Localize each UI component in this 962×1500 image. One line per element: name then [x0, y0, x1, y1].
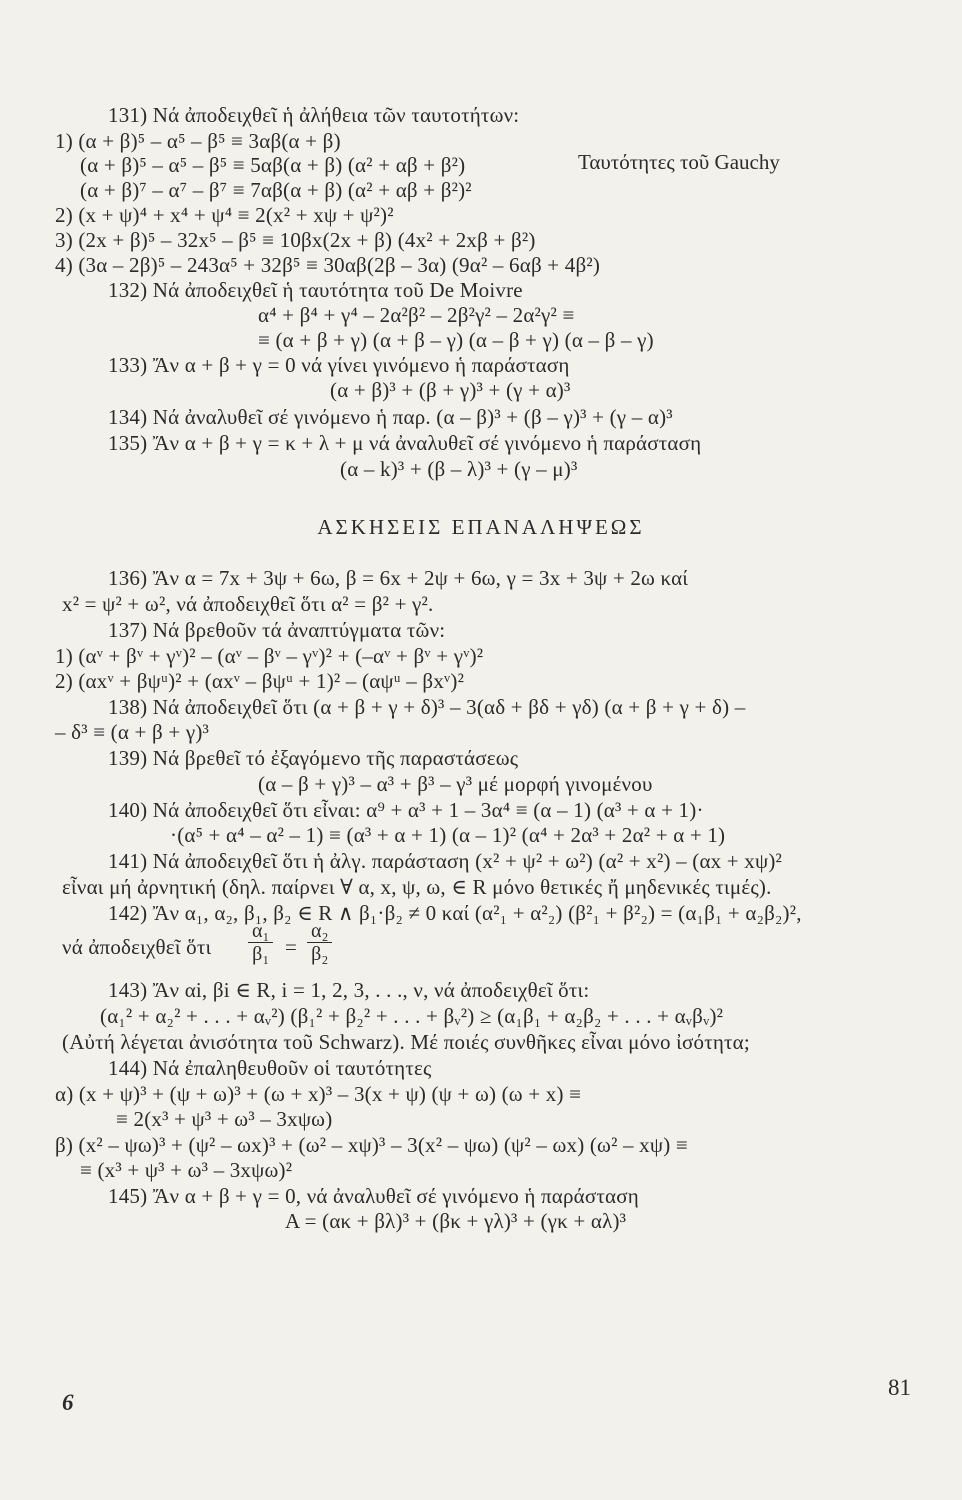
text-line: (α + β)⁷ – α⁷ – β⁷ ≡ 7αβ(α + β) (α² + αβ + β²)²: [80, 178, 472, 202]
text-line: 4) (3α – 2β)⁵ – 243α⁵ + 32β⁵ ≡ 30αβ(2β – 3α) (9α² – 6αβ + 4β²): [55, 253, 601, 277]
text-line: (Αὐτή λέγεται ἀνισότητα τοῦ Schwarz). Μέ ποιές συνθῆκες εἶναι μόνο ἰσότητα;: [62, 1030, 750, 1054]
text-line: β) (x² – ψω)³ + (ψ² – ωx)³ + (ω² – xψ)³ – 3(x² – ψω) (ψ² – ωx) (ω² – xψ) ≡: [55, 1133, 688, 1157]
text-line: (α + β)⁵ – α⁵ – β⁵ ≡ 5αβ(α + β) (α² + αβ + β²): [80, 153, 466, 177]
text-line: 143) Ἄν αi, βi ∈ R, i = 1, 2, 3, . . ., ν, νά ἀποδειχθεῖ ὅτι:: [108, 978, 590, 1002]
text-line: ·(α⁵ + α⁴ – α² – 1) ≡ (α³ + α + 1) (α – 1)² (α⁴ + 2α³ + 2α² + α + 1): [170, 823, 726, 847]
text-line: 131) Νά ἀποδειχθεῖ ἡ ἀλήθεια τῶν ταυτοτήτων:: [108, 103, 520, 127]
text-line: 142) Ἄν α₁, α₂, β₁, β₂ ∈ R ∧ β₁·β₂ ≠ 0 καί (α²₁ + α²₂) (β²₁ + β²₂) = (α₁β₁ + α₂β₂)²,: [108, 901, 802, 925]
text-line: 136) Ἄν α = 7x + 3ψ + 6ω, β = 6x + 2ψ + 6ω, γ = 3x + 3ψ + 2ω καί: [108, 566, 689, 590]
text-line: ≡ 2(x³ + ψ³ + ω³ – 3xψω): [116, 1107, 333, 1131]
text-line: 138) Νά ἀποδειχθεῖ ὅτι (α + β + γ + δ)³ – 3(αδ + βδ + γδ) (α + β + γ + δ) –: [108, 695, 746, 719]
text-line: εἶναι μή ἀρνητική (δηλ. παίρνει ∀ α, x, ψ, ω, ∈ R μόνο θετικές ἤ μηδενικές τιμές).: [62, 875, 772, 899]
fraction-numerator: α₂: [307, 920, 332, 943]
text-line: 133) Ἄν α + β + γ = 0 νά γίνει γινόμενο ἡ παράσταση: [108, 353, 570, 377]
text-line: νά ἀποδειχθεῖ ὅτι: [62, 935, 212, 959]
section-heading: ΑΣΚΗΣΕΙΣ ΕΠΑΝΑΛΗΨΕΩΣ: [317, 515, 645, 539]
text-line: 141) Νά ἀποδειχθεῖ ὅτι ἡ ἀλγ. παράσταση (x² + ψ² + ω²) (α² + x²) – (αx + xψ)²: [108, 849, 783, 873]
text-line: 134) Νά ἀναλυθεῖ σέ γινόμενο ἡ παρ. (α – β)³ + (β – γ)³ + (γ – α)³: [108, 405, 673, 429]
text-line: 135) Ἄν α + β + γ = κ + λ + μ νά ἀναλυθεῖ σέ γινόμενο ἡ παράσταση: [108, 431, 702, 455]
text-line: α) (x + ψ)³ + (ψ + ω)³ + (ω + x)³ – 3(x + ψ) (ψ + ω) (ω + x) ≡: [55, 1082, 582, 1106]
text-line: (α – β + γ)³ – α³ + β³ – γ³ μέ μορφή γινομένου: [258, 772, 653, 796]
text-line: α⁴ + β⁴ + γ⁴ – 2α²β² – 2β²γ² – 2α²γ² ≡: [258, 303, 575, 327]
text-line: 139) Νά βρεθεῖ τό ἐξαγόμενο τῆς παραστάσεως: [108, 746, 519, 770]
text-line: 2) (αxᵛ + βψᵘ)² + (αxᵛ – βψᵘ + 1)² – (αψᵘ – βxᵛ)²: [55, 669, 465, 693]
side-note: Ταυτότητες τοῦ Gauchy: [578, 150, 780, 174]
signature-mark: 6: [62, 1390, 74, 1415]
fraction-numerator: α₁: [248, 920, 273, 943]
fraction: [248, 920, 273, 965]
text-line: (α + β)³ + (β + γ)³ + (γ + α)³: [330, 378, 571, 402]
text-line: (α₁² + α₂² + . . . + αᵥ²) (β₁² + β₂² + . . . + βᵥ²) ≥ (α₁β₁ + α₂β₂ + . . . + αᵥβᵥ)²: [100, 1004, 724, 1028]
text-line: 1) (α + β)⁵ – α⁵ – β⁵ ≡ 3αβ(α + β): [55, 129, 341, 153]
fraction: [307, 920, 332, 965]
text-line: ≡ (α + β + γ) (α + β – γ) (α – β + γ) (α – β – γ): [258, 328, 654, 352]
page-number: 81: [888, 1375, 911, 1400]
text-line: 3) (2x + β)⁵ – 32x⁵ – β⁵ ≡ 10βx(2x + β) (4x² + 2xβ + β²): [55, 228, 536, 252]
text-line: 2) (x + ψ)⁴ + x⁴ + ψ⁴ ≡ 2(x² + xψ + ψ²)²: [55, 203, 394, 227]
text-line: 144) Νά ἐπαληθευθοῦν οἱ ταυτότητες: [108, 1056, 432, 1080]
text-line: 145) Ἄν α + β + γ = 0, νά ἀναλυθεῖ σέ γινόμενο ἡ παράσταση: [108, 1184, 639, 1208]
text-line: (α – k)³ + (β – λ)³ + (γ – μ)³: [340, 457, 578, 481]
text-line: x² = ψ² + ω², νά ἀποδειχθεῖ ὅτι α² = β² + γ².: [62, 592, 434, 616]
text-line: =: [285, 935, 298, 959]
text-line: – δ³ ≡ (α + β + γ)³: [55, 720, 210, 744]
text-line: ≡ (x³ + ψ³ + ω³ – 3xψω)²: [80, 1158, 293, 1182]
fraction-denominator: β₂: [311, 943, 329, 965]
text-line: 137) Νά βρεθοῦν τά ἀναπτύγματα τῶν:: [108, 618, 446, 642]
text-line: A = (ακ + βλ)³ + (βκ + γλ)³ + (γκ + αλ)³: [285, 1209, 627, 1233]
text-line: 140) Νά ἀποδειχθεῖ ὅτι εἶναι: α⁹ + α³ + 1 – 3α⁴ ≡ (α – 1) (α³ + α + 1)·: [108, 798, 704, 822]
text-line: 132) Νά ἀποδειχθεῖ ἡ ταυτότητα τοῦ De Moivre: [108, 278, 523, 302]
fraction-denominator: β₁: [252, 943, 270, 965]
text-line: 1) (αᵛ + βᵛ + γᵛ)² – (αᵛ – βᵛ – γᵛ)² + (–αᵛ + βᵛ + γᵛ)²: [55, 644, 484, 668]
